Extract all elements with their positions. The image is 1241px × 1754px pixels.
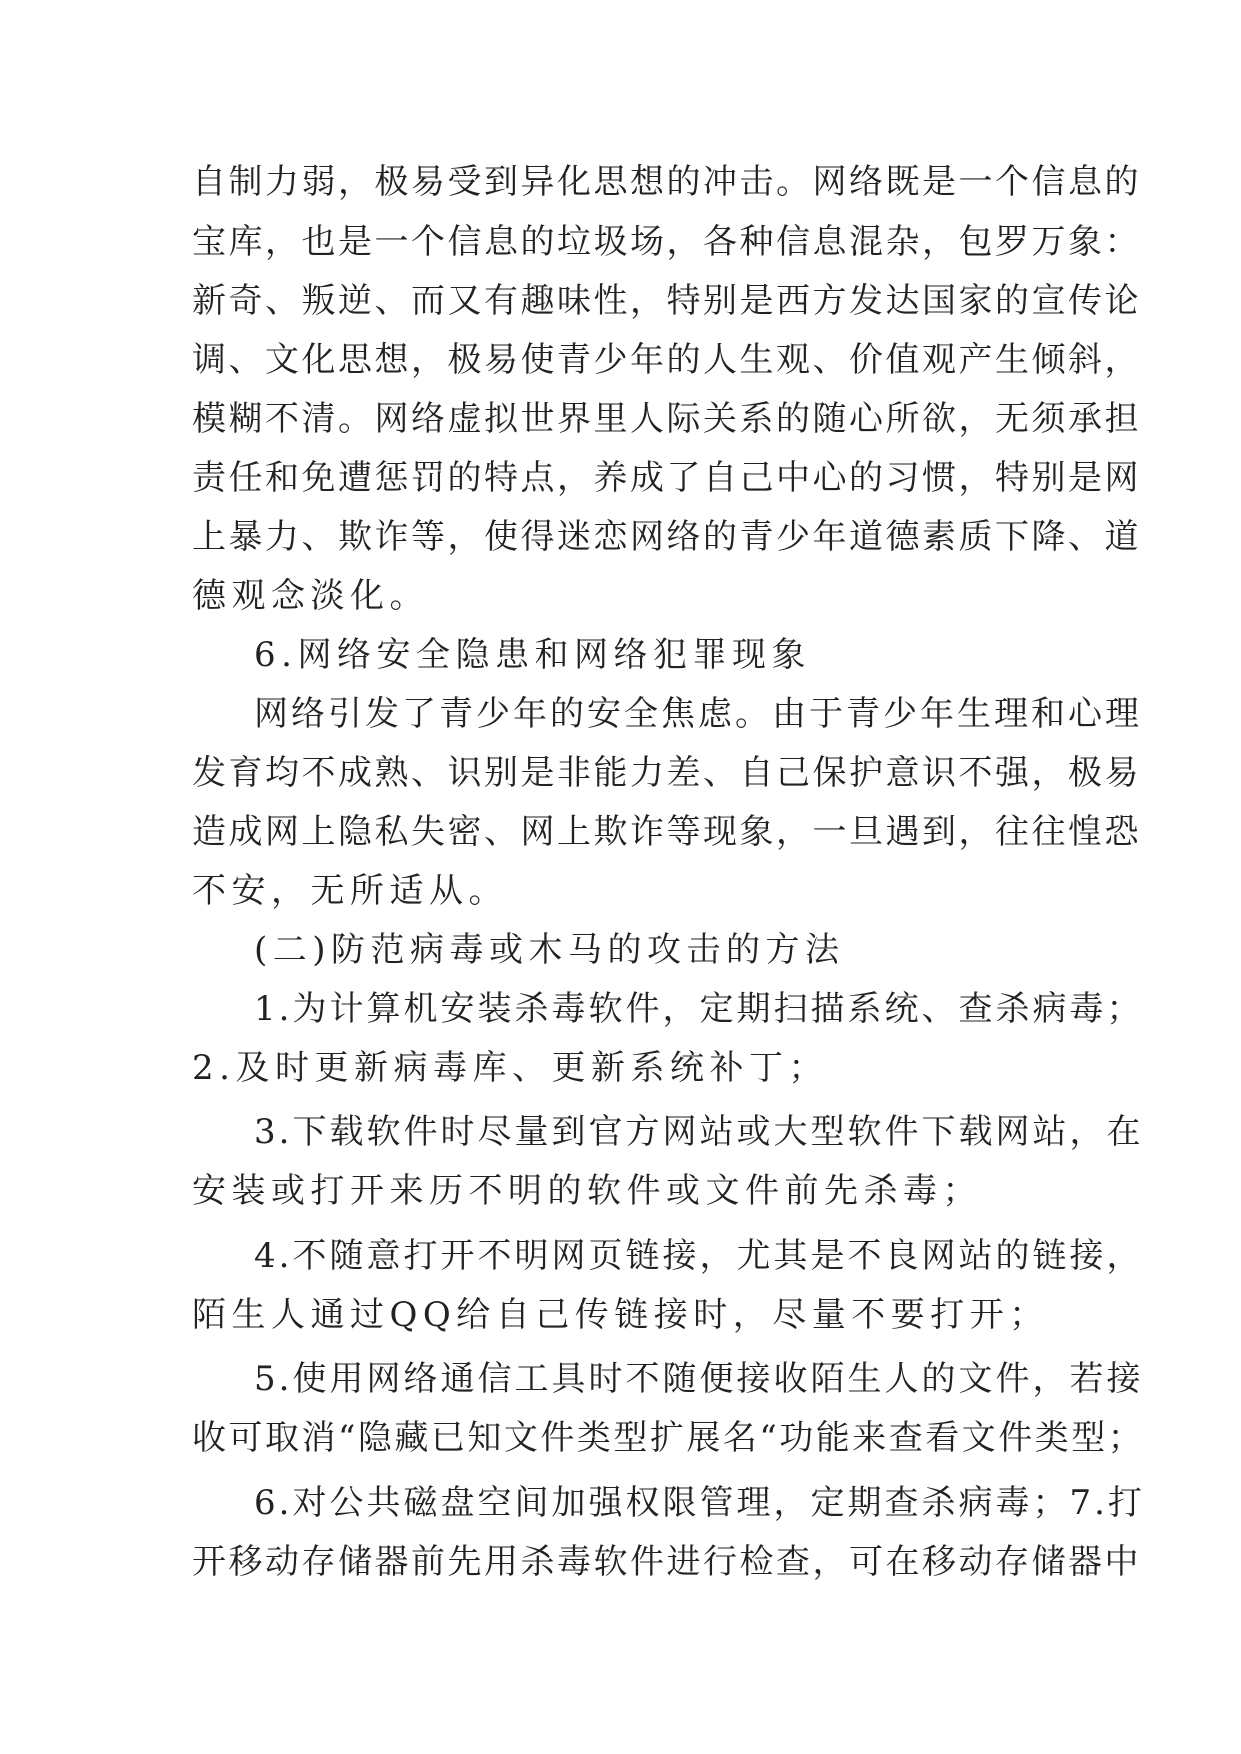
paragraph-line: 发育均不成熟、识别是非能力差、自己保护意识不强，极易 xyxy=(192,753,1141,793)
paragraph-line: 开移动存储器前先用杀毒软件进行检查，可在移动存储器中 xyxy=(192,1542,1141,1582)
paragraph-line: 安装或打开来历不明的软件或文件前先杀毒； xyxy=(192,1171,982,1211)
list-item: 5.使用网络通信工具时不随便接收陌生人的文件，若接 xyxy=(254,1359,1144,1399)
paragraph-line: 宝库，也是一个信息的垃圾场，各种信息混杂，包罗万象： xyxy=(192,222,1141,262)
list-item: 4.不随意打开不明网页链接，尤其是不良网站的链接， xyxy=(254,1236,1144,1276)
paragraph-line: 网络引发了青少年的安全焦虑。由于青少年生理和心理 xyxy=(254,694,1142,734)
paragraph-line: 德观念淡化。 xyxy=(192,576,429,616)
section-heading: 6.网络安全隐患和网络犯罪现象 xyxy=(254,635,811,675)
list-item: 6.对公共磁盘空间加强权限管理，定期查杀病毒；7.打 xyxy=(254,1483,1145,1523)
paragraph-line: 造成网上隐私失密、网上欺诈等现象，一旦遇到，往往惶恐 xyxy=(192,812,1141,852)
paragraph-line: 调、文化思想，极易使青少年的人生观、价值观产生倾斜， xyxy=(192,340,1141,380)
paragraph-line: 上暴力、欺诈等，使得迷恋网络的青少年道德素质下降、道 xyxy=(192,517,1141,557)
paragraph-line: 不安，无所适从。 xyxy=(192,871,508,911)
paragraph-line: 收可取消“隐藏已知文件类型扩展名“功能来查看文件类型； xyxy=(192,1418,1145,1458)
list-item: 1.为计算机安装杀毒软件，定期扫描系统、查杀病毒； xyxy=(254,989,1144,1029)
paragraph-line: 新奇、叛逆、而又有趣味性，特别是西方发达国家的宣传论 xyxy=(192,281,1141,321)
list-item: 2.及时更新病毒库、更新系统补丁； xyxy=(192,1048,828,1088)
paragraph-line: 陌生人通过QQ给自己传链接时，尽量不要打开； xyxy=(192,1295,1049,1335)
paragraph-line: 责任和免遭惩罚的特点，养成了自己中心的习惯，特别是网 xyxy=(192,458,1141,498)
list-item: 3.下载软件时尽量到官方网站或大型软件下载网站，在 xyxy=(254,1112,1144,1152)
section-heading: (二)防范病毒或木马的攻击的方法 xyxy=(254,930,845,970)
paragraph-line: 模糊不清。网络虚拟世界里人际关系的随心所欲，无须承担 xyxy=(192,399,1141,439)
paragraph-line: 自制力弱，极易受到异化思想的冲击。网络既是一个信息的 xyxy=(192,162,1141,202)
